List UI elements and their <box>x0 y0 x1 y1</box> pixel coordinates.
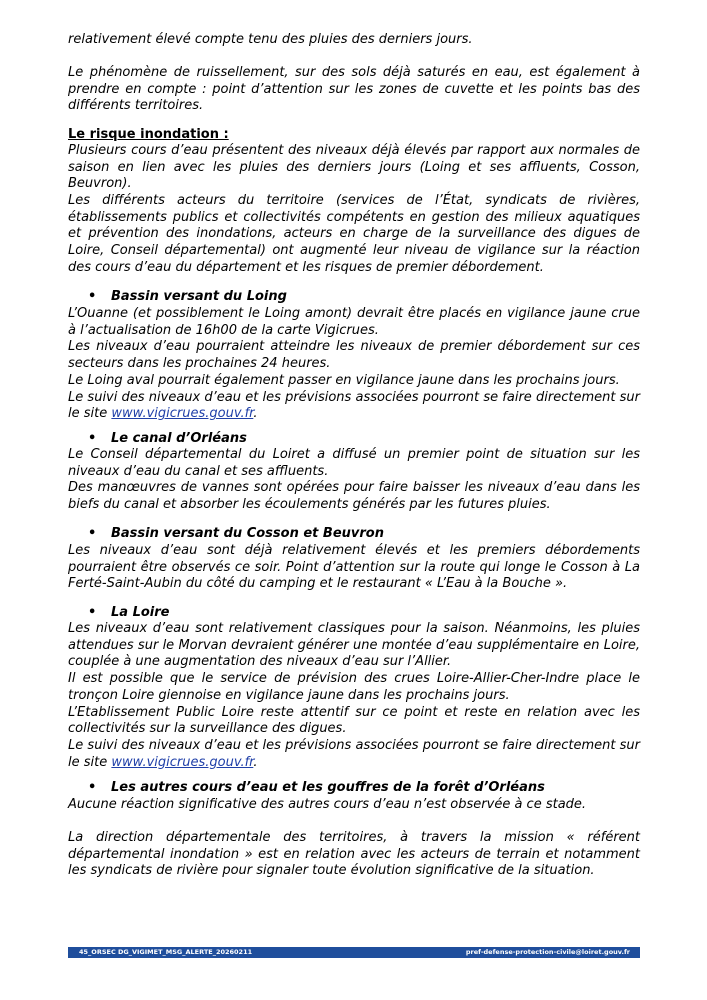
footer-document-ref: 45_ORSEC DG_VIGIMET_MSG_ALERTE_20260211 <box>79 948 253 956</box>
bullet-icon: • <box>88 780 97 795</box>
bullet-icon: • <box>88 289 97 304</box>
risk-heading: Le risque inondation : <box>68 127 229 142</box>
section-text-loire: Les niveaux d’eau sont relativement classiques pour la saison. Néanmoins, les pluies attendues sur le Morvan devraient générer une montée d’eau supplémentaire en Loire, couplée à une augmentation des niveaux d’eau sur l’Allier. Il est possible que le service de prévision des crues Loire-Allier-Cher-Indre place le tronçon Loire giennoise en vigilance jaune dans les prochains jours. L’Etablissement Public Loire reste attentif sur ce point et reste en relation avec les collectivités sur la surveillance des digues. Le suivi des niveaux d’eau et les prévisions associées pourront se faire directement sur le site www.vigicrues.gouv.fr. <box>68 621 640 770</box>
vigicrues-link[interactable]: www.vigicrues.gouv.fr <box>111 406 254 422</box>
footer-email[interactable]: pref-defense-protection-civile@loiret.gouv.fr <box>465 948 630 956</box>
section-text-canal: Le Conseil départemental du Loiret a diffusé un premier point de situation sur les niveaux d’eau du canal et ses affluents. Des manœuvres de vannes sont opérées pour faire baisser les niveaux d’eau dans les biefs du canal et absorber les écoulements générés par les futures pluies. <box>68 447 640 513</box>
risk-paragraph-2: Les différents acteurs du territoire (services de l’État, syndicats de rivières, établissements publics et collectivités compétents en gestion des milieux aquatiques et prévention des inondations, acteurs en charge de la surveillance des digues de Loire, Conseil départemental) ont augmenté leur niveau de vigilance sur la réaction des cours d’eau du département et les risques de premier débordement. <box>68 193 640 275</box>
closing-paragraph: La direction départementale des territoires, à travers la mission « référent départemental inondation » est en relation avec les acteurs de terrain et notamment les syndicats de rivière pour signaler toute évolution significative de la situation. <box>68 830 640 879</box>
bullet-icon: • <box>88 605 97 620</box>
section-text-loing: L’Ouanne (et possiblement le Loing amont) devrait être placés en vigilance jaune crue à l’actualisation de 16h00 de la carte Vigicrues. Les niveaux d’eau pourraient atteindre les niveaux de premier débordement sur ces secteurs dans les prochaines 24 heures. Le Loing aval pourrait également passer en vigilance jaune dans les prochains jours. Le suivi des niveaux d’eau et les prévisions associées pourront se faire directement sur le site www.vigicrues.gouv.fr. <box>68 306 640 422</box>
section-text-others: Aucune réaction significative des autres cours d’eau n’est observée à ce stade. <box>68 797 587 812</box>
risk-paragraph-1: Plusieurs cours d’eau présentent des niveaux déjà élevés par rapport aux normales de saison en lien avec les pluies des derniers jours (Loing et ses affluents, Cosson, Beuvron). <box>68 143 640 192</box>
bullet-icon: • <box>88 526 97 541</box>
vigicrues-link[interactable]: www.vigicrues.gouv.fr <box>111 754 254 770</box>
section-text-cosson: Les niveaux d’eau sont déjà relativement élevés et les premiers débordements pourraient être observés ce soir. Point d’attention sur la route qui longe le Cosson à La Ferté-Saint-Aubin du côté du camping et le restaurant « L’Eau à la Bouche ». <box>68 543 640 592</box>
intro-paragraph: Le phénomène de ruissellement, sur des sols déjà saturés en eau, est également à prendre en compte : point d’attention sur les zones de cuvette et les points bas des différents territoires. <box>68 65 640 114</box>
bullet-icon: • <box>88 431 97 446</box>
footer-bar <box>68 947 640 958</box>
intro-line: relativement élevé compte tenu des pluies des derniers jours. <box>68 32 473 47</box>
risk-heading-row <box>68 127 640 144</box>
